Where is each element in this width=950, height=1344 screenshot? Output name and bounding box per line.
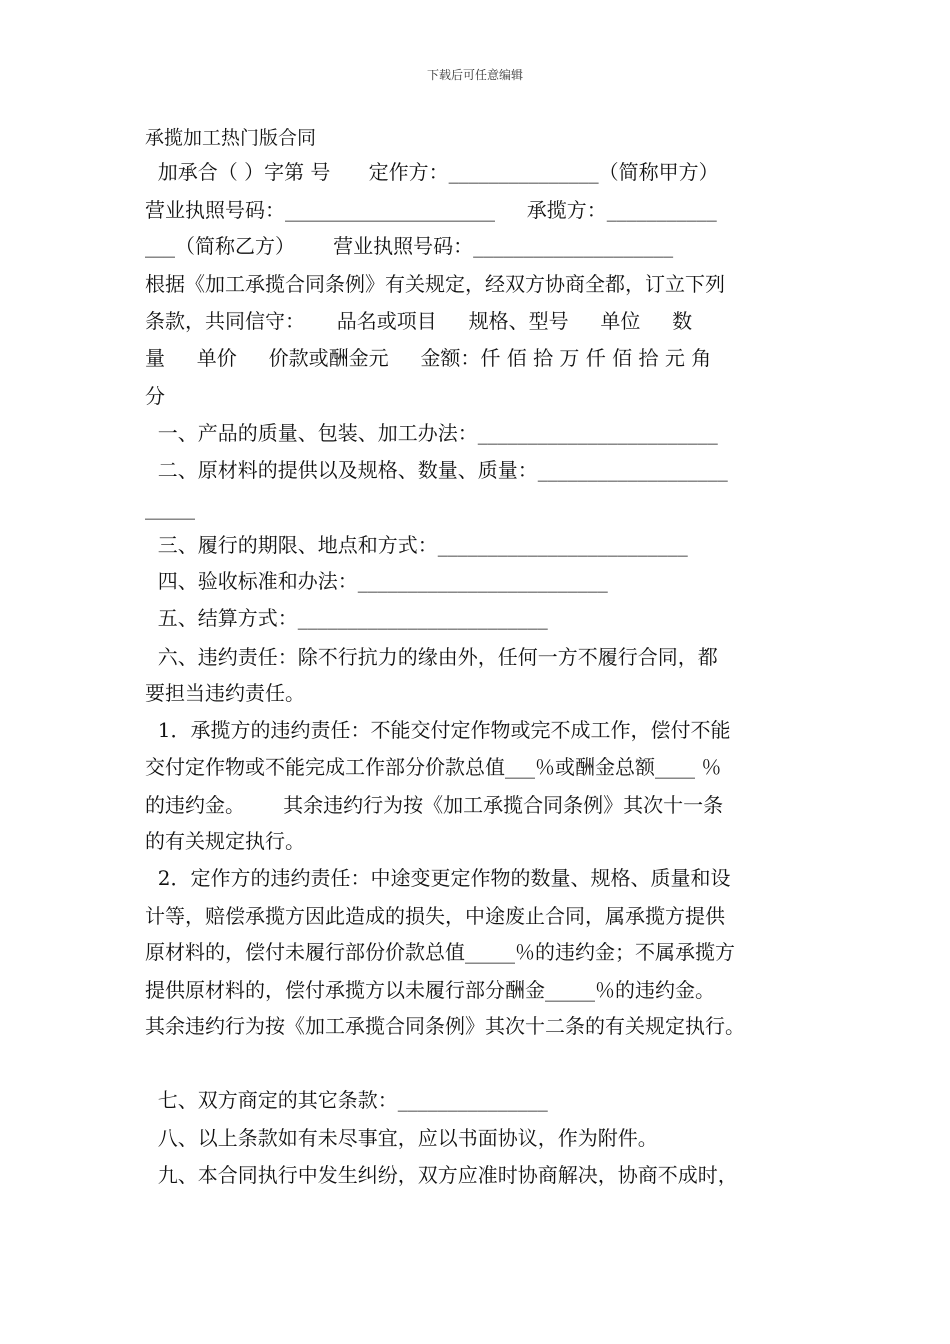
contract-line: 要担当违约责任。 bbox=[145, 681, 305, 705]
page-header: 下载后可任意编辑 bbox=[426, 68, 523, 82]
contract-line: ___（简称乙方） 营业执照号码：____________________ bbox=[145, 234, 674, 258]
contract-line: 九、本合同执行中发生纠纷，双方应准时协商解决，协商不成时， bbox=[145, 1163, 738, 1187]
contract-line: 提供原材料的，偿付承揽方以未履行部分酬金_____％的违约金。 bbox=[145, 978, 715, 1002]
contract-line: 交付定作物或不能完成工作部分价款总值___％或酬金总额____ ％ bbox=[145, 755, 722, 779]
contract-line: 七、双方商定的其它条款：_______________ bbox=[145, 1088, 548, 1112]
contract-line: 分 bbox=[145, 384, 165, 408]
contract-line: 2．定作方的违约责任：中途变更定作物的数量、规格、质量和设 bbox=[145, 866, 731, 890]
contract-line: 三、履行的期限、地点和方式：_________________________ bbox=[145, 533, 688, 557]
contract-line: 的违约金。 其余违约行为按《加工承揽合同条例》其次十一条 bbox=[145, 793, 724, 817]
contract-line: 一、产品的质量、包装、加工办法：________________________ bbox=[145, 421, 718, 445]
contract-line: 计等，赔偿承揽方因此造成的损失，中途废止合同，属承揽方提供 bbox=[145, 904, 725, 928]
contract-line: 量 单价 价款或酬金元 金额：仟 佰 拾 万 仟 佰 拾 元 角 bbox=[145, 346, 712, 370]
contract-line: 二、原材料的提供以及规格、数量、质量：___________________ bbox=[145, 458, 728, 482]
contract-line: 根据《加工承揽合同条例》有关规定，经双方协商全都，订立下列 bbox=[145, 272, 725, 296]
contract-line: 其余违约行为按《加工承揽合同条例》其次十二条的有关规定执行。 bbox=[145, 1014, 745, 1038]
contract-line: 五、结算方式：_________________________ bbox=[145, 606, 548, 630]
contract-line: 条款，共同信守： 品名或项目 规格、型号 单位 数 bbox=[145, 309, 693, 333]
contract-line: 原材料的，偿付未履行部份价款总值_____％的违约金；不属承揽方 bbox=[145, 940, 735, 964]
contract-line: 八、以上条款如有未尽事宜，应以书面协议，作为附件。 bbox=[145, 1126, 658, 1150]
contract-line: 六、违约责任：除不行抗力的缘由外，任何一方不履行合同，都 bbox=[145, 645, 718, 669]
contract-line: 四、验收标准和办法：_________________________ bbox=[145, 569, 608, 593]
contract-line: 1．承揽方的违约责任：不能交付定作物或完不成工作，偿付不能 bbox=[145, 718, 731, 742]
contract-line: _____ bbox=[145, 496, 195, 520]
contract-line: 加承合（ ）字第 号 定作方：_______________（简称甲方） bbox=[145, 160, 719, 184]
contract-line: 的有关规定执行。 bbox=[145, 829, 305, 853]
document-title: 承揽加工热门版合同 bbox=[145, 127, 317, 149]
contract-line: 营业执照号码：_____________________ 承揽方：___________ bbox=[145, 198, 717, 222]
